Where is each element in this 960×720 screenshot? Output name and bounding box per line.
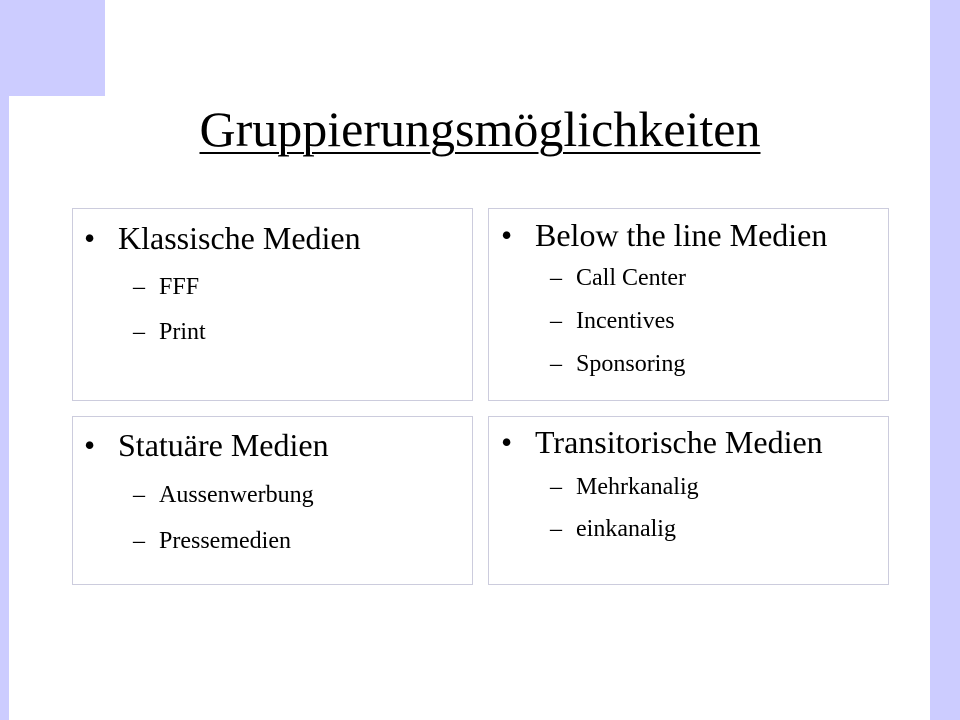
list-item-text: Sponsoring [576,351,686,377]
dash-icon: – [133,274,145,300]
dash-icon: – [550,351,562,377]
list-item-text: einkanalig [576,516,676,542]
list-item-text: FFF [159,274,200,300]
group-heading-text: Transitorische Medien [535,424,823,460]
group-heading-text: Below the line Medien [535,217,828,253]
dash-icon: – [550,516,562,542]
dash-icon: – [550,308,562,334]
group-heading-text: Statuäre Medien [118,427,329,463]
group-heading-text: Klassische Medien [118,220,361,256]
list-item-text: Incentives [576,308,675,334]
list-item-text: Call Center [576,265,686,291]
list-item-text: Pressemedien [159,528,291,554]
bullet-icon: • [501,217,513,253]
dash-icon: – [550,265,562,291]
slide-title: Gruppierungsmöglichkeiten [199,101,761,157]
bullet-icon: • [84,427,96,463]
bullet-icon: • [84,220,96,256]
dash-icon: – [133,319,145,345]
list-item-text: Print [159,319,206,345]
dash-icon: – [133,482,145,508]
list-item-text: Mehrkanalig [576,474,699,500]
list-item-text: Aussenwerbung [159,482,314,508]
decorative-corner-block [0,0,105,96]
bullet-icon: • [501,424,513,460]
dash-icon: – [550,474,562,500]
dash-icon: – [133,528,145,554]
